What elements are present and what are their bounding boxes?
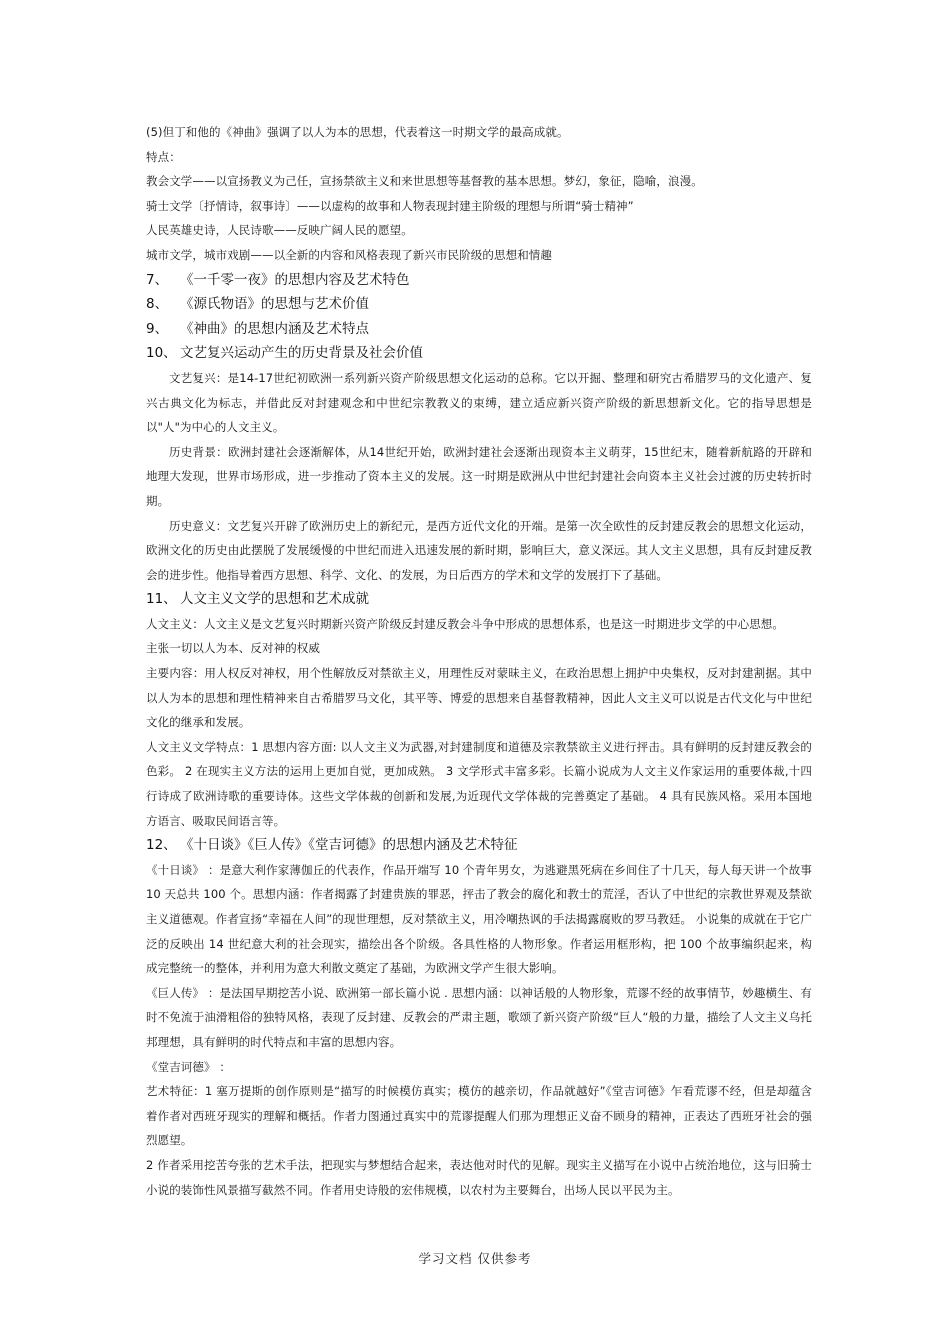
heading-number: 7、 [146, 271, 169, 288]
paragraph-humanism-2: 主张一切以人为本、反对神的权威 [146, 641, 320, 656]
section-heading-9 [146, 317, 812, 342]
paragraph-art-1: 艺术特征：1 塞万提斯的创作原则是“描写的时候模仿真实；模仿的越亲切，作品就越好”《堂吉诃德》乍看荒谬不经，但是却蕴含着作者对西班牙现实的理解和概括。作者力图通过真实中的荒谬提醒人们那为理想正义奋不顾身的精神，正表达了西班牙社会的强烈愿望。 [146, 1084, 812, 1148]
section-heading-7 [146, 268, 812, 293]
heading-number: 12、 [146, 837, 177, 854]
paragraph-renaissance: 文艺复兴：是14-17世纪初欧洲一系列新兴资产阶级思想文化运动的总称。它以开掘、整理和研究古希腊罗马的文化遗产、复兴古典文化为标志，并借此反对封建观念和中世纪宗教教义的束缚，建立适应新兴资产阶级的新思想新文化。它的指导思想是以"人"为中心的人文主义。 [146, 370, 812, 435]
heading-text: 《十日谈》《巨人传》《堂吉诃德》的思想内涵及艺术特征 [180, 837, 518, 854]
paragraph-quixote: 《堂吉诃德》 ： [146, 1059, 231, 1074]
heading-text: 文艺复兴运动产生的历史背景及社会价值 [180, 345, 423, 362]
paragraph-decameron: 《十日谈》 ：是意大利作家薄伽丘的代表作，作品开端写 10 个青年男女，为逃避黑死病在乡间住了十几天，每人每天讲一个故事 10 天总共 100 个。思想内涵：作者揭露了封建贵族的罪恶，抨击了教会的腐化和教士的荒淫，否认了中世纪的宗教世界观及禁欲主义道德观。作者宣扬“幸福在人间”的现世理想，反对禁欲主义，用冷嘲热讽的手法揭露腐败的罗马教廷。 小说集的成就在于它广泛的反映出 14 世纪意大利的社会现实，描绘出各个阶级。各具性格的人物形象。作者运用框形构，把 100 个故事编织起来，构成完整统一的整体，并利用为意大利散文奠定了基础，为欧洲文学产生很大影响。 [146, 862, 812, 976]
text-line: 骑士文学〔抒情诗，叙事诗〕——以虚构的故事和人物表现封建主阶级的理想与所谓“骑士精神” [146, 198, 634, 213]
text-line: 特点： [146, 149, 181, 164]
paragraph-gargantua: 《巨人传》 ：是法国早期挖苦小说、欧洲第一部长篇小说 . 思想内涵：以神话般的人物形象，荒谬不经的故事情节，妙趣横生、有时不免流于油滑粗俗的独特风格，表现了反封建、反教会的严肃主题，歌颂了新兴资产阶级“巨人“般的力量，描绘了人文主义乌托邦理想，具有鲜明的时代特点和丰富的思想内容。 [146, 985, 812, 1049]
text-line: 城市文学，城市戏剧——以全新的内容和风格表现了新兴市民阶级的思想和情趣 [146, 247, 552, 262]
heading-number: 11、 [146, 591, 177, 608]
text-line: (5)但丁和他的《神曲》强调了以人为本的思想，代表着这一时期文学的最高成就。 [146, 125, 569, 139]
section-heading-11 [146, 587, 812, 612]
paragraph-art-2: 2 作者采用挖苦夸张的艺术手法，把现实与梦想结合起来，表达他对时代的见解。现实主义描写在小说中占统治地位，这与旧骑士小说的装饰性风景描写截然不同。作者用史诗般的宏伟规模，以农村为主要舞台，出场人民以平民为主。 [146, 1157, 812, 1197]
section-heading-10 [146, 341, 812, 366]
text-line: 人民英雄史诗，人民诗歌——反映广阔人民的愿望。 [146, 223, 413, 238]
section-heading-12 [146, 833, 812, 858]
paragraph-content: 主要内容：用人权反对神权，用个性解放反对禁欲主义，用理性反对蒙昧主义，在政治思想上拥护中央集权，反对封建割据。其中以人为本的思想和理性精神来自古希腊罗马文化，其平等、博爱的思想来自基督教精神，因此人文主义可以说是古代文化与中世纪文化的继承和发展。 [146, 666, 812, 730]
heading-number: 9、 [146, 320, 169, 337]
heading-text: 《一千零一夜》的思想内容及艺术特色 [180, 271, 410, 288]
paragraph-humanism: 人文主义：人文主义是文艺复兴时期新兴资产阶级反封建反教会斗争中形成的思想体系，也是这一时期进步文学的中心思想。 [146, 616, 784, 631]
paragraph-significance: 历史意义：文艺复兴开辟了欧洲历史上的新纪元，是西方近代文化的开端。是第一次全欧性的反封建反教会的思想文化运动，欧洲文化的历史由此摆脱了发展缓慢的中世纪而进入迅速发展的新时期，影响巨大，意义深远。其人文主义思想，具有反封建反教会的进步性。他指导着西方思想、科学、文化、的发展，为日后西方的学术和文学的发展打下了基础。 [146, 518, 812, 582]
heading-text: 《源氏物语》的思想与艺术价值 [180, 296, 369, 313]
paragraph-background: 历史背景：欧洲封建社会逐渐解体，从14世纪开始，欧洲封建社会逐渐出现资本主义萌芽，15世纪末，随着新航路的开辟和地理大发现，世界市场形成，进一步推动了资本主义的发展。这一时期是欧洲从中世纪封建社会向资本主义社会过渡的历史转折时期。 [146, 444, 812, 508]
text-line: 教会文学——以宣扬教义为己任，宣扬禁欲主义和来世思想等基督教的基本思想。梦幻，象征，隐喻，浪漫。 [146, 174, 703, 189]
section-heading-8 [146, 292, 812, 317]
heading-text: 《神曲》的思想内涵及艺术特点 [180, 320, 369, 337]
heading-text: 人文主义文学的思想和艺术成就 [180, 591, 369, 608]
heading-number: 8、 [146, 296, 169, 313]
document-body [146, 120, 812, 1202]
paragraph-features: 人文主义文学特点：1 思想内容方面: 以人文主义为武器,对封建制度和道德及宗教禁欲主义进行抨击。具有鲜明的反封建反教会的色彩。 2 在现实主义方法的运用上更加自觉，更加成熟。 3 文学形式丰富多彩。长篇小说成为人文主义作家运用的重要体裁,十四行诗成了欧洲诗歌的重要诗体。这些文学体裁的创新和发展,为近现代文学体裁的完善奠定了基础。 4 具有民族风格。采用本国地方语言、吸取民间语言等。 [146, 739, 812, 828]
page-footer: 学习文档 仅供参考 [418, 1251, 532, 1266]
heading-number: 10、 [146, 345, 177, 362]
